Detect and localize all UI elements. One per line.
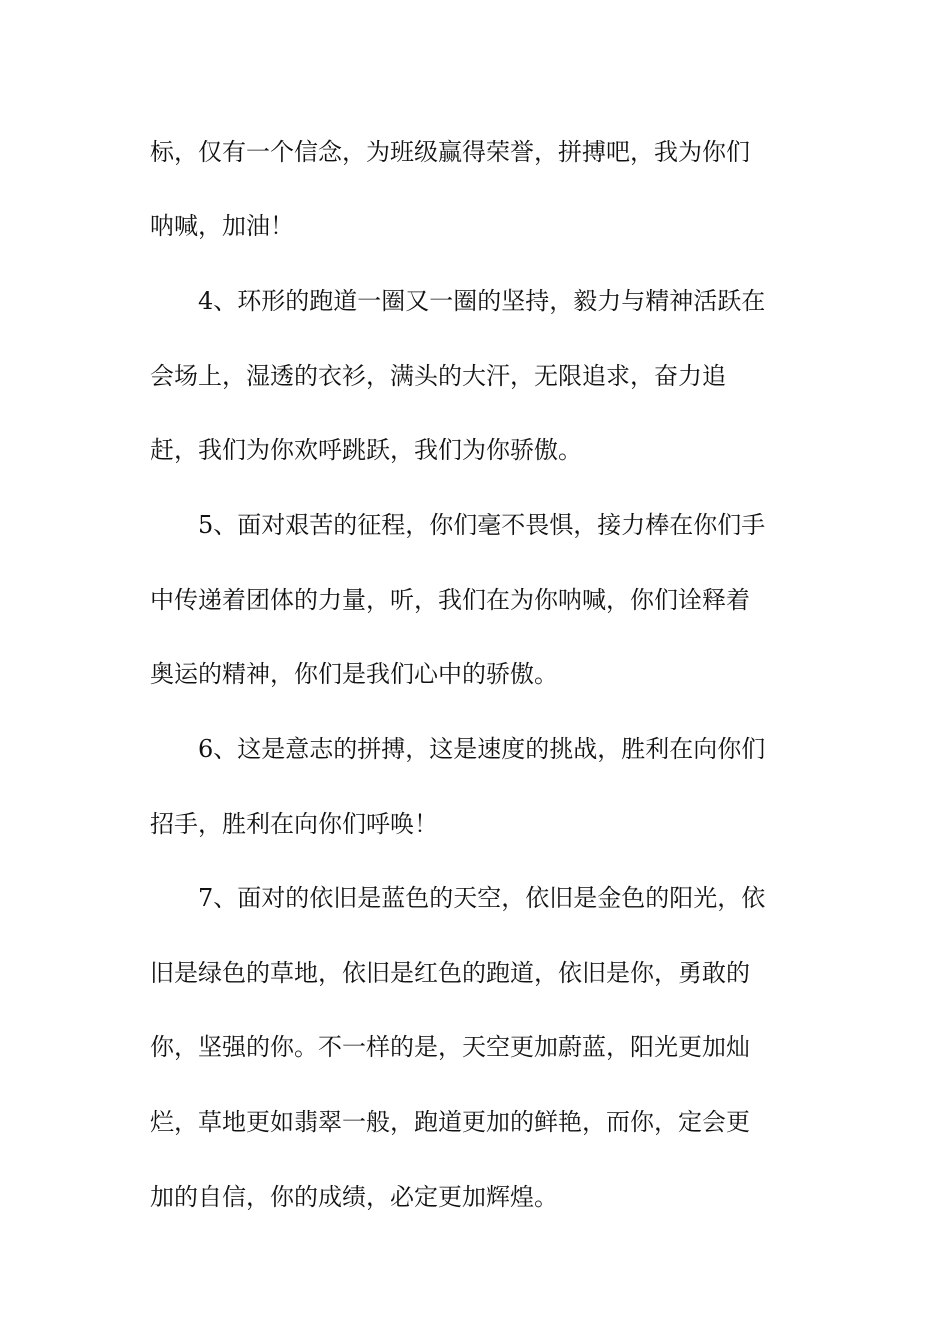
text-line: 奥运的精神，你们是我们心中的骄傲。 [150,660,558,688]
text-line: 烂，草地更如翡翠一般，跑道更加的鲜艳，而你，定会更 [150,1108,750,1136]
paragraph-first-line: 6、这是意志的拼搏，这是速度的挑战，胜利在向你们 [198,735,766,763]
text-line: 赶，我们为你欢呼跳跃，我们为你骄傲。 [150,436,582,464]
paragraph-first-line: 5、面对艰苦的征程，你们毫不畏惧，接力棒在你们手 [198,511,766,539]
text-line: 旧是绿色的草地，依旧是红色的跑道，依旧是你，勇敢的 [150,959,750,987]
text-line: 呐喊，加油！ [150,212,294,240]
text-line: 中传递着团体的力量，听，我们在为你呐喊，你们诠释着 [150,586,750,614]
text-line: 标，仅有一个信念，为班级赢得荣誉，拼搏吧，我为你们 [150,138,750,166]
text-line: 会场上，湿透的衣衫，满头的大汗，无限追求，奋力追 [150,362,726,390]
text-line: 招手，胜利在向你们呼唤！ [150,810,438,838]
text-line: 加的自信，你的成绩，必定更加辉煌。 [150,1183,558,1211]
paragraph-first-line: 4、环形的跑道一圈又一圈的坚持，毅力与精神活跃在 [198,287,766,315]
text-line: 你，坚强的你。不一样的是，天空更加蔚蓝，阳光更加灿 [150,1033,750,1061]
paragraph-first-line: 7、面对的依旧是蓝色的天空，依旧是金色的阳光，依 [198,884,766,912]
